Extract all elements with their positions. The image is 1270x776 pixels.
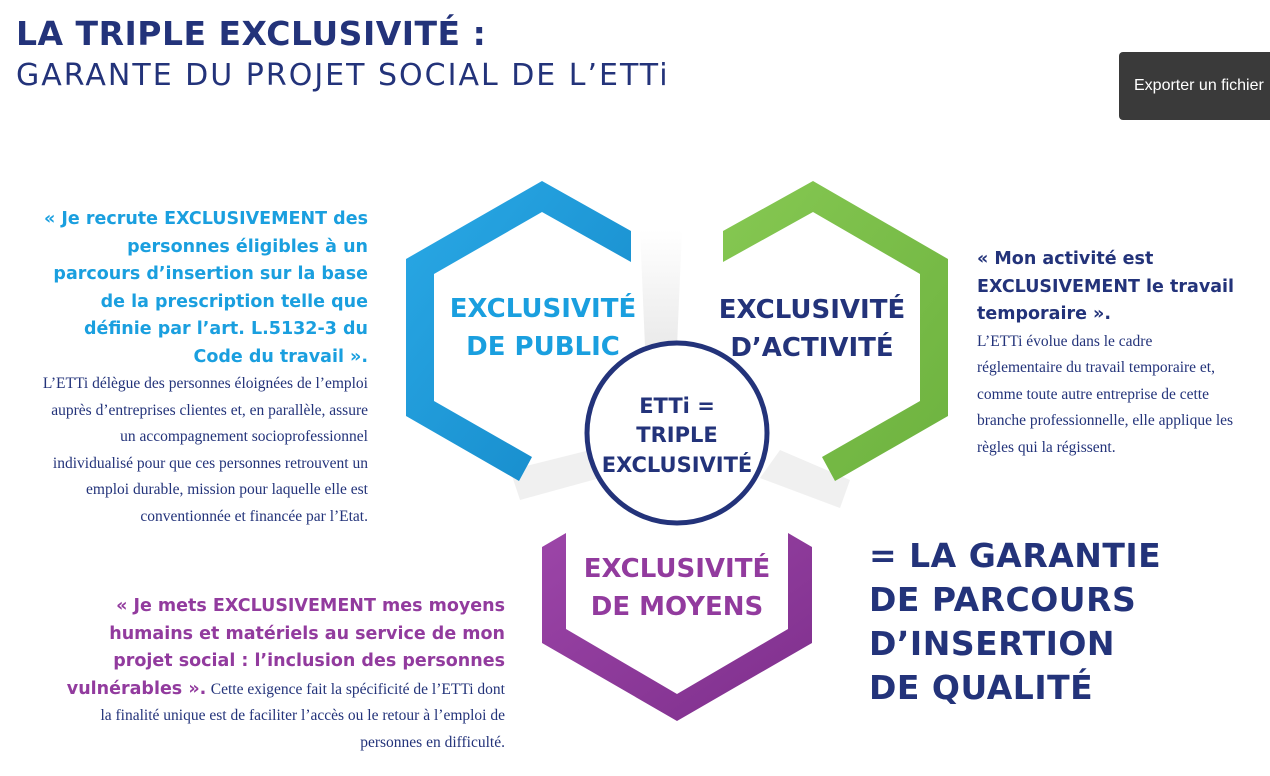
center-label-3: EXCLUSIVITÉ: [601, 453, 753, 477]
activite-description: [977, 246, 1237, 461]
conclusion-line-4: DE QUALITÉ: [869, 668, 1094, 707]
conclusion-line-2: DE PARCOURS: [869, 580, 1137, 619]
conclusion-line-3: D’INSERTION: [869, 624, 1116, 663]
hexagon-activite-label-2: D’ACTIVITÉ: [730, 333, 894, 363]
activite-body: L’ETTi évolue dans le cadre réglementaire du travail temporaire et, comme toute autre entreprise de cette branche professionnelle, elle applique les règles qui la régissent.: [977, 332, 1234, 456]
page-title: LA TRIPLE EXCLUSIVITÉ :: [16, 14, 487, 53]
hexagon-moyens-label-1: EXCLUSIVITÉ: [583, 554, 771, 584]
moyens-description: [60, 593, 505, 756]
moyens-body: Cette exigence fait la spécificité de l’ETTi dont la finalité unique est de faciliter l’accès ou le retour à l’emploi de personnes en difficulté.: [100, 680, 505, 751]
public-description: [40, 206, 368, 530]
hexagon-public-label-2: DE PUBLIC: [466, 332, 620, 362]
center-label-1: ETTi =: [639, 394, 715, 418]
public-body: L’ETTi délègue des personnes éloignées de l’emploi auprès d’entreprises clientes et, en parallèle, assure un accompagnement socioprofessionnel individualisé pour que ces personnes retrouvent un emploi durable, mission pour laquelle elle est conventionnée et financée par l’Etat.: [42, 375, 368, 525]
hexagon-activite-label-1: EXCLUSIVITÉ: [718, 295, 906, 325]
public-quote: « Je recrute EXCLUSIVEMENT des personnes éligibles à un parcours d’insertion sur la base de la prescription telle que définie par l’art. L.5132-3 du Code du travail ».: [43, 209, 368, 367]
moyens-quote: « Je mets EXCLUSIVEMENT mes moyens humains et matériels au service de mon projet social : l’inclusion des personnes vulnérables ».: [66, 596, 505, 699]
conclusion-text: [869, 534, 1161, 710]
conclusion-line-1: = LA GARANTIE: [869, 536, 1162, 575]
hexagon-public-label-1: EXCLUSIVITÉ: [449, 294, 637, 324]
export-file-button[interactable]: Exporter un fichier: [1119, 52, 1270, 120]
center-label-2: TRIPLE: [636, 423, 718, 447]
activite-quote: « Mon activité est EXCLUSIVEMENT le travail temporaire ».: [977, 249, 1235, 324]
page-subtitle: GARANTE DU PROJET SOCIAL DE L’ETTi: [16, 58, 670, 93]
hexagon-moyens-label-2: DE MOYENS: [590, 592, 764, 622]
